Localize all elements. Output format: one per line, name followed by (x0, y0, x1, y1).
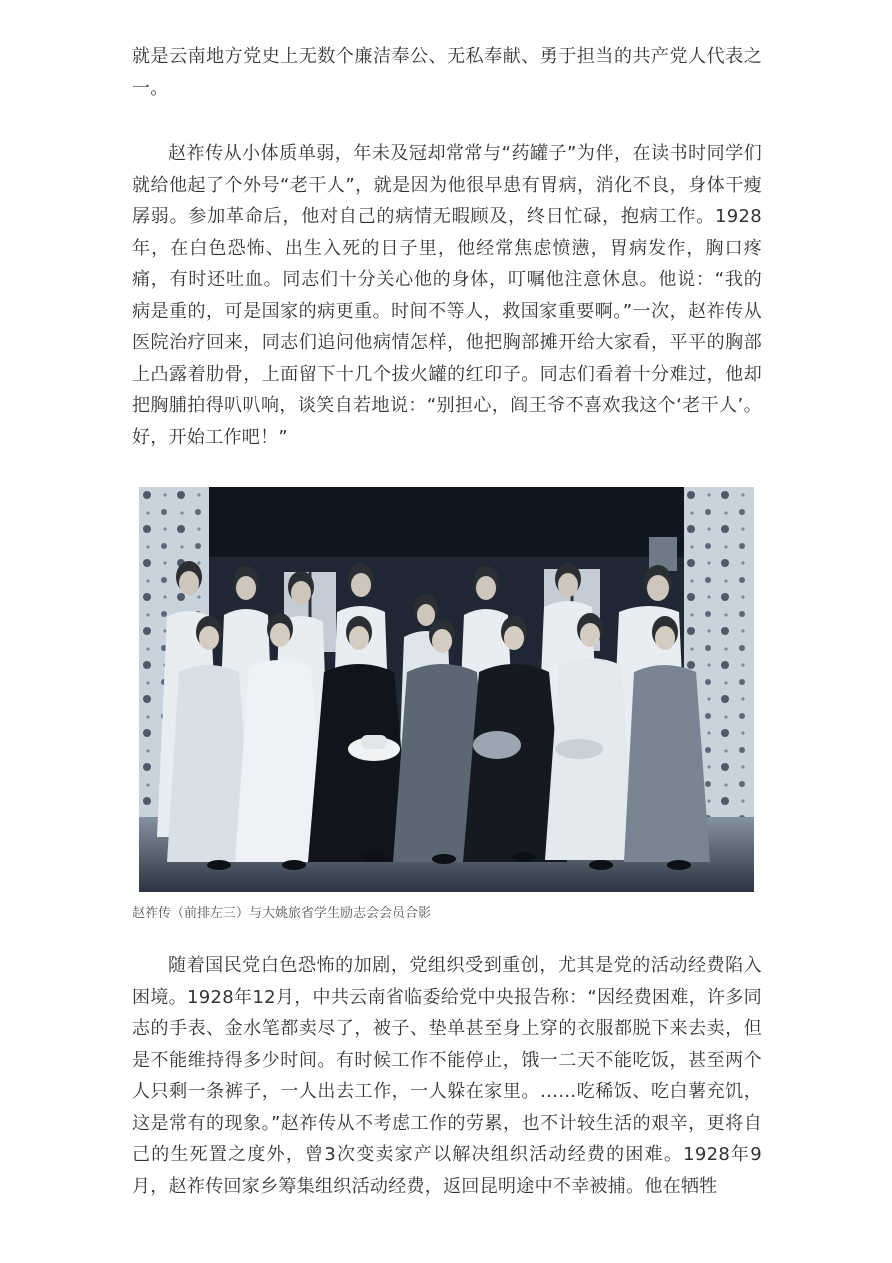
paragraph-health: 赵祚传从小体质单弱，年未及冠却常常与“药罐子”为伴，在读书时同学们就给他起了个外号“老干人”，就是因为他很早患有胃病，消化不良，身体干瘦孱弱。参加革命后，他对自己的病情无暇顾及，终日忙碌，抱病工作。1928年，在白色恐怖、出生入死的日子里，他经常焦虑愤懑，胃病发作，胸口疼痛，有时还吐血。同志们十分关心他的身体，叮嘱他注意休息。他说：“我的病是重的，可是国家的病更重。时间不等人，救国家重要啊。”一次，赵祚传从医院治疗回来，同志们追问他病情怎样，他把胸部摊开给大家看，平平的胸部上凸露着肋骨，上面留下十几个拔火罐的红印子。同志们看着十分难过，他却把胸脯拍得叭叭响，谈笑自若地说：“别担心，阎王爷不喜欢我这个‘老干人’。好，开始工作吧！” (132, 143, 762, 448)
photo-caption: 赵祚传（前排左三）与大姚旅省学生励志会会员合影 (132, 906, 432, 921)
paragraph-funding: 随着国民党白色恐怖的加剧，党组织受到重创，尤其是党的活动经费陷入困境。1928年12月，中共云南省临委给党中央报告称：“因经费困难，许多同志的手表、金水笔都卖尽了，被子、垫单甚至身上穿的衣服都脱下来去卖，但是不能维持得多少时间。有时候工作不能停止，饿一二天不能吃饭，甚至两个人只剩一条裤子，一人出去工作，一人躲在家里。……吃稀饭、吃白薯充饥，这是常有的现象。”赵祚传从不考虑工作的劳累，也不计较生活的艰辛，更将自己的生死置之度外，曾3次变卖家产以解决组织活动经费的困难。1928年9月，赵祚传回家乡筹集组织活动经费，返回昆明途中不幸被捕。他在牺牲 (132, 955, 762, 1197)
group-photo (139, 487, 754, 892)
group-photo-image (139, 487, 754, 892)
paragraph-intro-ending: 就是云南地方党史上无数个廉洁奉公、无私奉献、勇于担当的共产党人代表之一。 (132, 46, 762, 99)
